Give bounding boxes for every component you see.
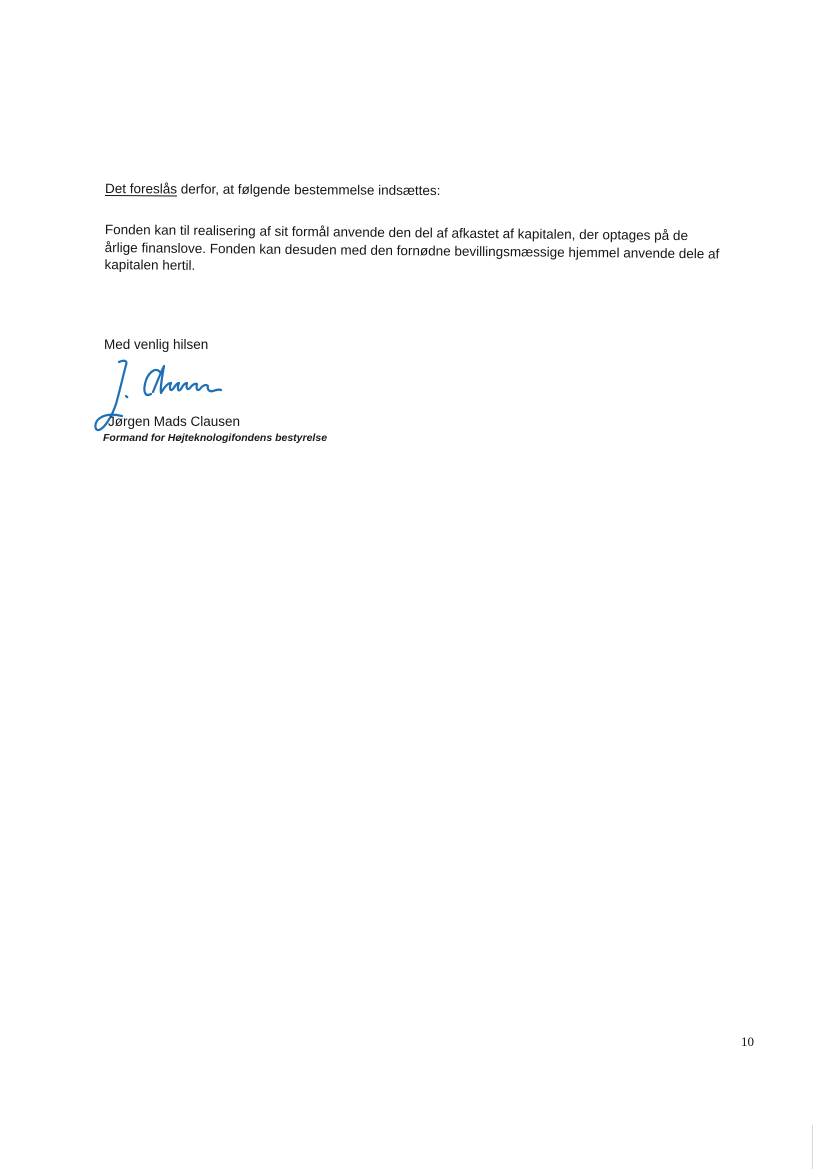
closing-greeting: Med venlig hilsen [104, 337, 209, 352]
signer-role: Formand for Højteknologifondens bestyrelse [103, 432, 328, 444]
signer-name: Jørgen Mads Clausen [108, 414, 241, 429]
paragraph-line: årlige finanslove. Fonden kan desuden med den fornødne bevillingsmæssige hjemmel anvende dele af [104, 239, 720, 261]
paragraph-line: kapitalen hertil. [104, 256, 196, 273]
intro-lead: Det foreslås [104, 181, 178, 197]
paragraph-line: Fonden kan til realisering af sit formål anvende den del af afkastet af kapitalen, der optages på de [104, 221, 689, 244]
intro-rest: derfor, at følgende bestemmelse indsættes: [176, 181, 441, 199]
page-number: 10 [741, 1034, 754, 1049]
intro-line [105, 180, 441, 199]
scan-edge-line [812, 1125, 813, 1169]
provision-paragraph [104, 221, 755, 280]
